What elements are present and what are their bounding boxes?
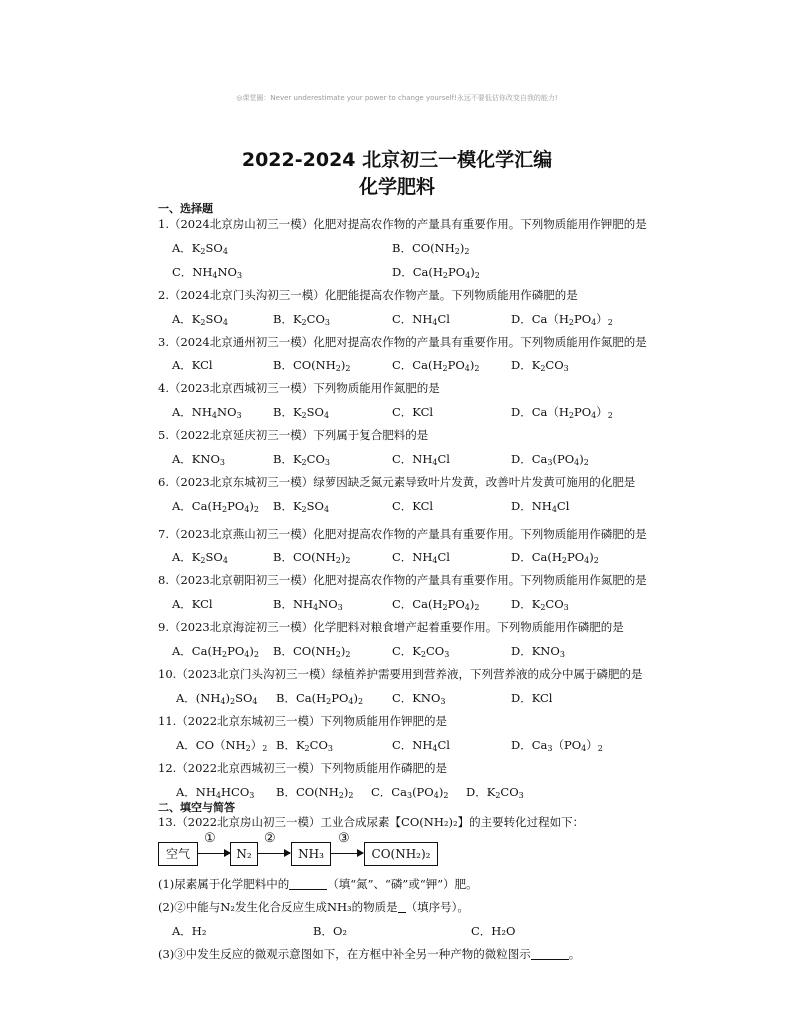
question-12: 12.（2022北京西城初三一模）下列物质能用作磷肥的是	[158, 761, 448, 775]
flow-arrow-2	[257, 853, 290, 854]
q3-option-b: B．$CO(NH_2)_2$	[273, 358, 351, 373]
header-note: ◎课堂圈：Never underestimate your power to change yourself!永远不要低估你改变自我的能力!	[236, 94, 558, 102]
q4-option-d: D．$Ca(H_2PO_4)_2$	[511, 405, 613, 420]
q4-option-a: A．$NH_4NO_3$	[172, 405, 242, 420]
q12-option-d: D．$K_2CO_3$	[466, 785, 524, 800]
q8-option-b: B．$NH_4NO_3$	[273, 597, 343, 612]
q10-option-a: A．$(NH_4)_2SO_4$	[176, 691, 258, 706]
question-3: 3.（2024北京通州初三一模）化肥对提高农作物的产量具有重要作用。下列物质能用作氮肥的是	[158, 335, 647, 349]
q13-sub-3-text-a: (3)③中发生反应的微观示意图如下，在方框中补全另一种产物的微粒图示	[158, 947, 531, 961]
section-heading-fill: 二、填空与简答	[158, 801, 235, 814]
flow-arrow-1	[197, 853, 230, 854]
q12-option-b: B．$CO(NH_2)_2$	[276, 785, 354, 800]
q2-option-d: D．$Ca(H_2PO_4)_2$	[511, 312, 613, 327]
q5-option-a: A．$KNO_3$	[172, 452, 225, 467]
flow-box-urea: CO(NH₂)₂	[364, 842, 438, 866]
q3-option-a: A．KCl	[172, 358, 213, 372]
q11-option-a: A．$CO(NH_2)_2$	[176, 738, 268, 753]
q11-option-b: B．$K_2CO_3$	[276, 738, 333, 753]
q5-option-d: D．$Ca_3(PO_4)_2$	[511, 452, 589, 467]
q6-option-b: B．$K_2SO_4$	[273, 499, 330, 514]
flow-step-3: ③	[338, 831, 350, 846]
flow-step-1: ①	[204, 831, 216, 846]
conversion-flow-diagram	[158, 831, 438, 871]
q13-sub2-option-c: C．H₂O	[471, 924, 516, 938]
q2-option-b: B．$K_2CO_3$	[273, 312, 330, 327]
q9-option-b: B．$CO(NH_2)_2$	[273, 644, 351, 659]
q9-option-c: C．$K_2CO_3$	[392, 644, 450, 659]
flow-arrow-3	[330, 853, 363, 854]
q7-option-c: C．$NH_4Cl$	[392, 550, 450, 565]
q1-option-d: D．$Ca(H_2PO_4)_2$	[392, 265, 480, 280]
q7-option-d: D．$Ca(H_2PO_4)_2$	[511, 550, 599, 565]
page-subtitle: 化学肥料	[358, 176, 435, 198]
answer-blank-2[interactable]	[398, 901, 406, 913]
q10-option-b: B．$Ca(H_2PO_4)_2$	[276, 691, 364, 706]
q4-option-c: C．KCl	[392, 405, 434, 419]
q13-sub-1-text-a: (1)尿素属于化学肥料中的	[158, 877, 290, 891]
q13-sub-2	[158, 899, 469, 915]
q4-option-b: B．$K_2SO_4$	[273, 405, 330, 420]
q13-sub-1-text-b: （填“氮”、“磷”或“钾”）肥。	[327, 877, 478, 891]
q13-sub-1	[158, 876, 478, 892]
q2-option-a: A．$K_2SO_4$	[172, 312, 228, 327]
q9-option-a: A．$Ca(H_2PO_4)_2$	[172, 644, 259, 659]
question-2: 2.（2024北京门头沟初三一模）化肥能提高农作物产量。下列物质能用作磷肥的是	[158, 288, 578, 302]
q6-option-c: C．KCl	[392, 499, 434, 513]
question-1: 1.（2024北京房山初三一模）化肥对提高农作物的产量具有重要作用。下列物质能用作钾肥的是	[158, 217, 647, 231]
q13-sub2-option-a: A．H₂	[172, 924, 207, 938]
question-11: 11.（2022北京东城初三一模）下列物质能用作钾肥的是	[158, 714, 448, 728]
section-heading-choice: 一、选择题	[158, 202, 213, 215]
q7-option-a: A．$K_2SO_4$	[172, 550, 228, 565]
q9-option-d: D．$KNO_3$	[511, 644, 565, 659]
q13-sub-3	[158, 946, 580, 962]
question-5: 5.（2022北京延庆初三一模）下列属于复合肥料的是	[158, 428, 429, 442]
q2-option-c: C．$NH_4Cl$	[392, 312, 450, 327]
q6-option-a: A．$Ca(H_2PO_4)_2$	[172, 499, 259, 514]
q12-option-a: A．$NH_4HCO_3$	[176, 785, 255, 800]
question-13: 13.（2022北京房山初三一模）工业合成尿素【CO(NH₂)₂】的主要转化过程如下：	[158, 815, 585, 829]
question-10: 10.（2023北京门头沟初三一模）绿植养护需要用到营养液，下列营养液的成分中属于磷肥的是	[158, 667, 643, 681]
question-7: 7.（2023北京燕山初三一模）化肥对提高农作物的产量具有重要作用。下列物质能用作磷肥的是	[158, 527, 647, 541]
question-9: 9.（2023北京海淀初三一模）化学肥料对粮食增产起着重要作用。下列物质能用作磷肥的是	[158, 620, 624, 634]
question-4: 4.（2023北京西城初三一模）下列物质能用作氮肥的是	[158, 381, 440, 395]
q13-sub-3-text-b: 。	[568, 947, 581, 961]
answer-blank-3[interactable]	[531, 948, 569, 960]
question-6: 6.（2023北京东城初三一模）绿萝因缺乏氮元素导致叶片发黄，改善叶片发黄可施用的化肥是	[158, 475, 636, 489]
page-title: 2022-2024 北京初三一模化学汇编	[241, 149, 553, 171]
flow-box-n2: N₂	[230, 842, 258, 866]
q5-option-b: B．$K_2CO_3$	[273, 452, 330, 467]
flow-box-air: 空气	[158, 842, 198, 866]
q6-option-d: D．$NH_4Cl$	[511, 499, 570, 514]
q1-option-c: C．$NH_4NO_3$	[172, 265, 243, 280]
q3-option-c: C．$Ca(H_2PO_4)_2$	[392, 358, 480, 373]
q5-option-c: C．$NH_4Cl$	[392, 452, 450, 467]
q7-option-b: B．$CO(NH_2)_2$	[273, 550, 351, 565]
q11-option-d: D．$Ca_3(PO_4)_2$	[511, 738, 603, 753]
q8-option-d: D．$K_2CO_3$	[511, 597, 569, 612]
q8-option-a: A．KCl	[172, 597, 213, 611]
q13-sub2-option-b: B．O₂	[313, 924, 347, 938]
q1-option-a: A．$K_2SO_4$	[172, 241, 228, 256]
q10-option-d: D．KCl	[511, 691, 553, 705]
answer-blank-1[interactable]	[289, 878, 327, 890]
q3-option-d: D．$K_2CO_3$	[511, 358, 569, 373]
q8-option-c: C．$Ca(H_2PO_4)_2$	[392, 597, 480, 612]
q10-option-c: C．$KNO_3$	[392, 691, 446, 706]
q1-option-b: B．$CO(NH_2)_2$	[392, 241, 470, 256]
question-8: 8.（2023北京朝阳初三一模）化肥对提高农作物的产量具有重要作用。下列物质能用作氮肥的是	[158, 573, 647, 587]
q13-sub-2-text-a: (2)②中能与N₂发生化合反应生成NH₃的物质是	[158, 900, 398, 914]
flow-step-2: ②	[264, 831, 276, 846]
q13-sub-2-text-b: （填序号）。	[405, 900, 469, 914]
flow-box-nh3: NH₃	[291, 842, 331, 866]
q11-option-c: C．$NH_4Cl$	[392, 738, 450, 753]
q12-option-c: C．$Ca_3(PO_4)_2$	[371, 785, 449, 800]
